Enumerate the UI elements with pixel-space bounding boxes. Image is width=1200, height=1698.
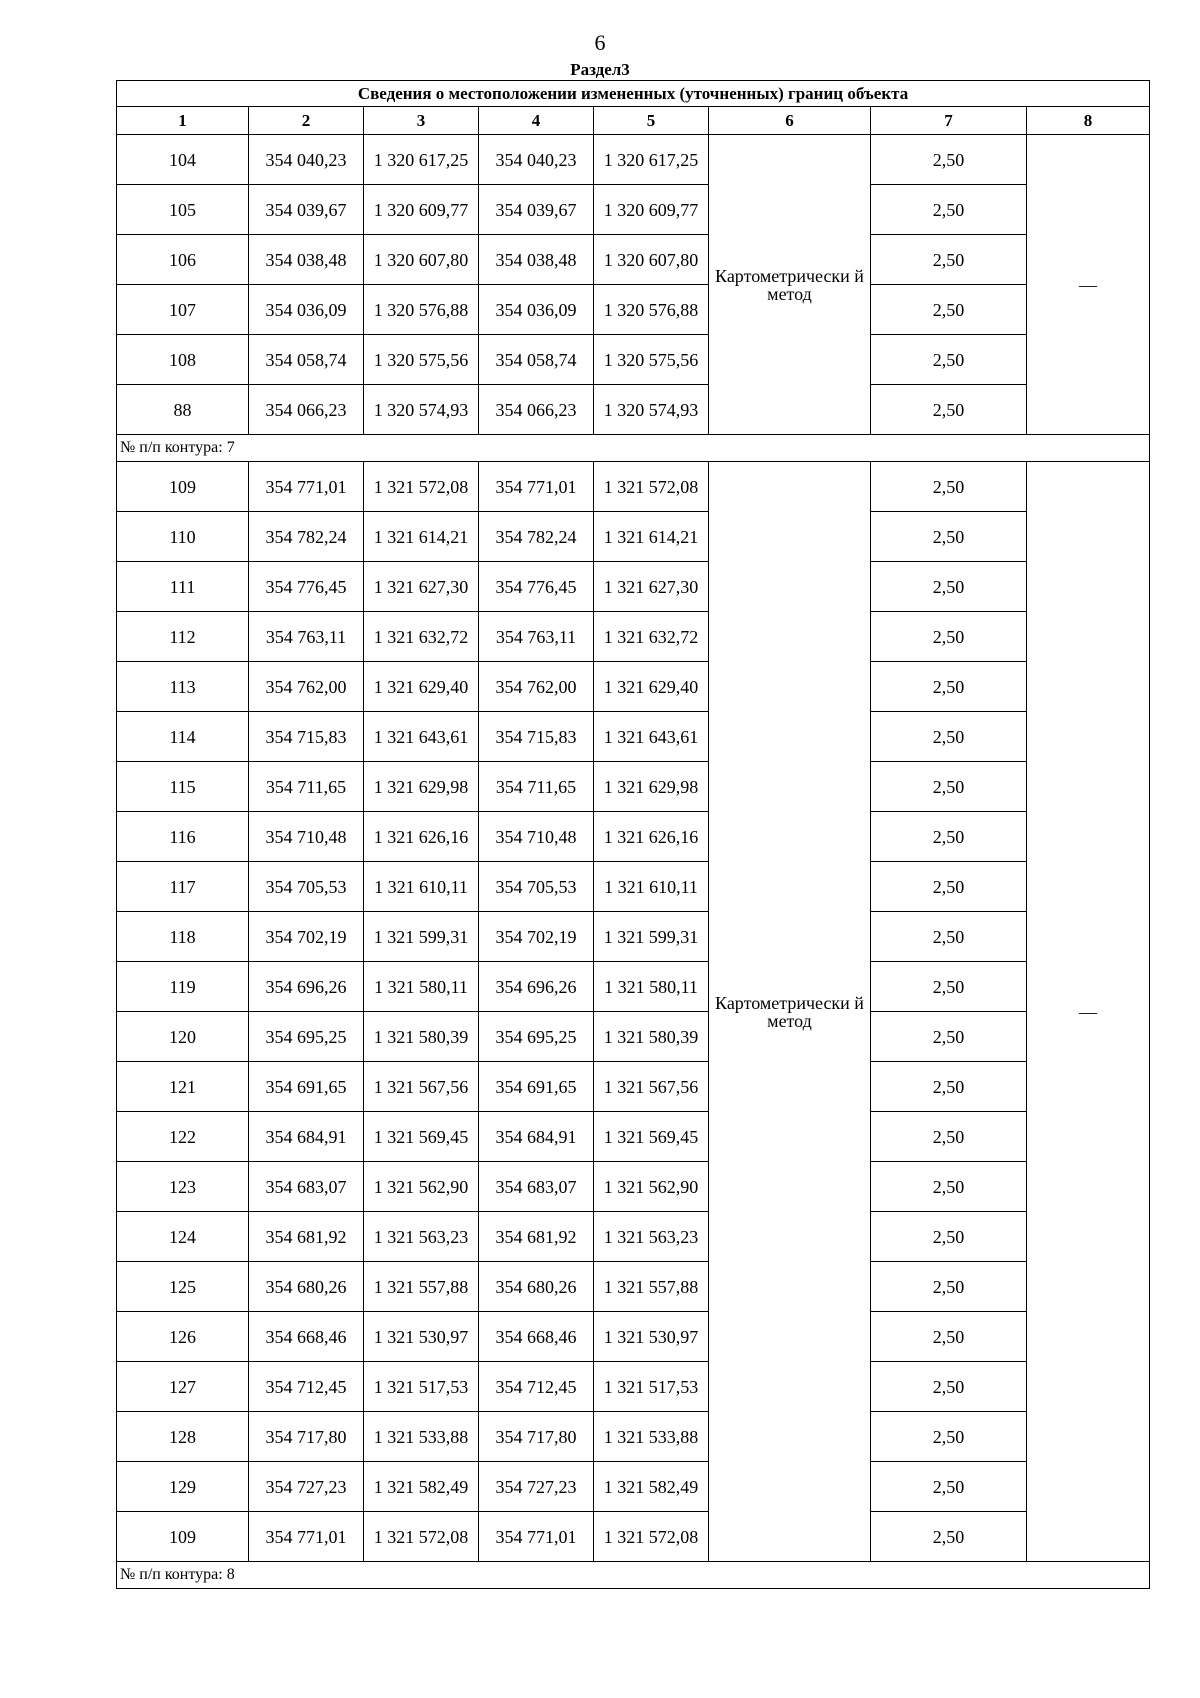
cell-col-2: 354 695,25 [249,1012,364,1062]
table-row [117,812,1150,862]
cell-col-1: 109 [117,462,249,512]
cell-col-1: 119 [117,962,249,1012]
cell-col-2: 354 712,45 [249,1362,364,1412]
cell-col-5: 1 321 614,21 [594,512,709,562]
table-row [117,185,1150,235]
cell-col-5: 1 321 610,11 [594,862,709,912]
cell-col-2: 354 776,45 [249,562,364,612]
cell-col-7: 2,50 [871,1162,1027,1212]
cell-col-7: 2,50 [871,1012,1027,1062]
cell-col-7: 2,50 [871,335,1027,385]
cell-col-4: 354 681,92 [479,1212,594,1262]
cell-col-1: 107 [117,285,249,335]
cell-col-5: 1 321 629,40 [594,662,709,712]
cell-col-1: 108 [117,335,249,385]
cell-col-2: 354 681,92 [249,1212,364,1262]
cell-col-7: 2,50 [871,1062,1027,1112]
cell-col-3: 1 321 517,53 [364,1362,479,1412]
cell-col-2: 354 036,09 [249,285,364,335]
cell-col-1: 116 [117,812,249,862]
cell-col-5: 1 321 629,98 [594,762,709,812]
table-row [117,1512,1150,1562]
cell-col-1: 129 [117,1462,249,1512]
table-row [117,335,1150,385]
cell-col-3: 1 321 557,88 [364,1262,479,1312]
cell-col-3: 1 321 567,56 [364,1062,479,1112]
cell-col-5: 1 321 569,45 [594,1112,709,1162]
cell-col-4: 354 058,74 [479,335,594,385]
cell-col-2: 354 702,19 [249,912,364,962]
cell-col-7: 2,50 [871,512,1027,562]
cell-col-5: 1 321 599,31 [594,912,709,962]
cell-col-1: 126 [117,1312,249,1362]
cell-col-3: 1 321 562,90 [364,1162,479,1212]
cell-col-2: 354 717,80 [249,1412,364,1462]
table-caption: Сведения о местоположении измененных (уточненных) границ объекта [117,81,1150,107]
method-cell: Картометрически й метод [709,135,871,435]
cell-col-7: 2,50 [871,1512,1027,1562]
cell-col-1: 114 [117,712,249,762]
cell-col-1: 106 [117,235,249,285]
cell-col-3: 1 321 533,88 [364,1412,479,1462]
cell-col-7: 2,50 [871,712,1027,762]
cell-col-4: 354 782,24 [479,512,594,562]
cell-col-4: 354 763,11 [479,612,594,662]
cell-col-1: 120 [117,1012,249,1062]
cell-col-4: 354 691,65 [479,1062,594,1112]
table-row [117,662,1150,712]
cell-col-1: 124 [117,1212,249,1262]
cell-col-5: 1 321 632,72 [594,612,709,662]
cell-col-4: 354 771,01 [479,1512,594,1562]
table-row [117,1312,1150,1362]
cell-col-2: 354 691,65 [249,1062,364,1112]
cell-col-4: 354 695,25 [479,1012,594,1062]
cell-col-3: 1 321 530,97 [364,1312,479,1362]
cell-col-5: 1 320 576,88 [594,285,709,335]
table-row [117,512,1150,562]
cell-col-4: 354 684,91 [479,1112,594,1162]
table-row [117,862,1150,912]
cell-col-7: 2,50 [871,662,1027,712]
cell-col-2: 354 771,01 [249,462,364,512]
cell-col-3: 1 321 580,11 [364,962,479,1012]
cell-col-3: 1 321 599,31 [364,912,479,962]
cell-col-5: 1 320 617,25 [594,135,709,185]
cell-col-1: 88 [117,385,249,435]
cell-col-4: 354 710,48 [479,812,594,862]
cell-col-1: 113 [117,662,249,712]
cell-col-7: 2,50 [871,135,1027,185]
cell-col-4: 354 762,00 [479,662,594,712]
cell-col-5: 1 321 563,23 [594,1212,709,1262]
header-cell: 1 [117,107,249,135]
cell-col-7: 2,50 [871,1312,1027,1362]
cell-col-5: 1 321 517,53 [594,1362,709,1412]
cell-col-4: 354 705,53 [479,862,594,912]
cell-col-2: 354 680,26 [249,1262,364,1312]
cell-col-5: 1 321 533,88 [594,1412,709,1462]
cell-col-5: 1 320 574,93 [594,385,709,435]
cell-col-5: 1 321 530,97 [594,1312,709,1362]
cell-col-4: 354 776,45 [479,562,594,612]
cell-col-5: 1 321 572,08 [594,1512,709,1562]
cell-col-1: 117 [117,862,249,912]
cell-col-7: 2,50 [871,862,1027,912]
cell-col-4: 354 036,09 [479,285,594,335]
cell-col-7: 2,50 [871,1462,1027,1512]
cell-col-4: 354 066,23 [479,385,594,435]
cell-col-2: 354 715,83 [249,712,364,762]
cell-col-3: 1 321 614,21 [364,512,479,562]
table-row [117,1362,1150,1412]
table-row [117,1412,1150,1462]
cell-col-1: 122 [117,1112,249,1162]
cell-col-5: 1 321 562,90 [594,1162,709,1212]
coordinates-table [116,80,1150,1589]
cell-col-5: 1 321 643,61 [594,712,709,762]
table-row [117,1262,1150,1312]
cell-col-3: 1 321 627,30 [364,562,479,612]
cell-col-2: 354 683,07 [249,1162,364,1212]
table-row [117,762,1150,812]
cell-col-1: 105 [117,185,249,235]
cell-col-5: 1 321 626,16 [594,812,709,862]
cell-col-1: 123 [117,1162,249,1212]
cell-col-5: 1 321 580,39 [594,1012,709,1062]
cell-col-2: 354 771,01 [249,1512,364,1562]
cell-col-3: 1 321 563,23 [364,1212,479,1262]
cell-col-7: 2,50 [871,235,1027,285]
cell-col-2: 354 684,91 [249,1112,364,1162]
header-cell: 5 [594,107,709,135]
cell-col-2: 354 705,53 [249,862,364,912]
table-row [117,612,1150,662]
table-row [117,135,1150,185]
table-row [117,1112,1150,1162]
cell-col-7: 2,50 [871,285,1027,335]
cell-col-1: 112 [117,612,249,662]
cell-col-7: 2,50 [871,1412,1027,1462]
cell-col-3: 1 321 629,40 [364,662,479,712]
cell-col-4: 354 702,19 [479,912,594,962]
cell-col-2: 354 668,46 [249,1312,364,1362]
cell-col-7: 2,50 [871,1262,1027,1312]
cell-col-7: 2,50 [871,912,1027,962]
cell-col-2: 354 727,23 [249,1462,364,1512]
table-row [117,562,1150,612]
cell-col-3: 1 321 580,39 [364,1012,479,1062]
cell-col-5: 1 321 572,08 [594,462,709,512]
cell-col-1: 110 [117,512,249,562]
cell-col-4: 354 715,83 [479,712,594,762]
cell-col-2: 354 710,48 [249,812,364,862]
cell-col-5: 1 320 609,77 [594,185,709,235]
table-row [117,385,1150,435]
header-cell: 3 [364,107,479,135]
header-cell: 4 [479,107,594,135]
cell-col-2: 354 066,23 [249,385,364,435]
section-title: Раздел3 [570,60,630,79]
cell-col-1: 109 [117,1512,249,1562]
cell-col-7: 2,50 [871,1112,1027,1162]
cell-col-5: 1 321 580,11 [594,962,709,1012]
cell-col-1: 128 [117,1412,249,1462]
page-number: 6 [594,30,606,55]
cell-col-3: 1 321 632,72 [364,612,479,662]
table-row [117,235,1150,285]
cell-col-2: 354 696,26 [249,962,364,1012]
table-row [117,1062,1150,1112]
cell-col-3: 1 321 610,11 [364,862,479,912]
cell-col-2: 354 763,11 [249,612,364,662]
cell-col-4: 354 668,46 [479,1312,594,1362]
cell-col-1: 118 [117,912,249,962]
cell-col-1: 127 [117,1362,249,1412]
cell-col-7: 2,50 [871,1212,1027,1262]
table-row [117,1462,1150,1512]
cell-col-1: 115 [117,762,249,812]
cell-col-4: 354 717,80 [479,1412,594,1462]
cell-col-1: 121 [117,1062,249,1112]
cell-col-3: 1 320 607,80 [364,235,479,285]
cell-col-5: 1 320 575,56 [594,335,709,385]
cell-col-7: 2,50 [871,612,1027,662]
cell-col-7: 2,50 [871,385,1027,435]
cell-col-3: 1 321 572,08 [364,1512,479,1562]
cell-col-4: 354 039,67 [479,185,594,235]
table-row [117,462,1150,512]
cell-col-5: 1 321 627,30 [594,562,709,612]
cell-col-7: 2,50 [871,762,1027,812]
cell-col-2: 354 058,74 [249,335,364,385]
cell-col-1: 125 [117,1262,249,1312]
header-cell: 8 [1027,107,1150,135]
cell-col-5: 1 321 582,49 [594,1462,709,1512]
cell-col-4: 354 038,48 [479,235,594,285]
cell-col-4: 354 727,23 [479,1462,594,1512]
cell-col-7: 2,50 [871,1362,1027,1412]
table-row [117,1162,1150,1212]
table-row [117,285,1150,335]
cell-col-3: 1 320 575,56 [364,335,479,385]
cell-col-3: 1 320 576,88 [364,285,479,335]
header-cell: 6 [709,107,871,135]
col-8-dash: — [1027,135,1150,435]
cell-col-4: 354 680,26 [479,1262,594,1312]
cell-col-3: 1 321 572,08 [364,462,479,512]
header-cell: 7 [871,107,1027,135]
cell-col-7: 2,50 [871,812,1027,862]
contour-label: № п/п контура: 8 [117,1562,1150,1589]
cell-col-1: 104 [117,135,249,185]
table-row [117,1012,1150,1062]
cell-col-3: 1 320 609,77 [364,185,479,235]
cell-col-2: 354 040,23 [249,135,364,185]
cell-col-2: 354 762,00 [249,662,364,712]
contour-label: № п/п контура: 7 [117,435,1150,462]
method-cell: Картометрически й метод [709,462,871,1562]
cell-col-7: 2,50 [871,462,1027,512]
col-8-dash: — [1027,462,1150,1562]
table-row [117,962,1150,1012]
cell-col-3: 1 321 629,98 [364,762,479,812]
cell-col-3: 1 321 643,61 [364,712,479,762]
cell-col-4: 354 040,23 [479,135,594,185]
cell-col-3: 1 321 569,45 [364,1112,479,1162]
cell-col-4: 354 771,01 [479,462,594,512]
cell-col-7: 2,50 [871,185,1027,235]
cell-col-5: 1 320 607,80 [594,235,709,285]
table-row [117,712,1150,762]
cell-col-3: 1 320 617,25 [364,135,479,185]
table-row [117,1212,1150,1262]
cell-col-4: 354 712,45 [479,1362,594,1412]
cell-col-5: 1 321 567,56 [594,1062,709,1112]
cell-col-3: 1 320 574,93 [364,385,479,435]
cell-col-3: 1 321 626,16 [364,812,479,862]
cell-col-4: 354 696,26 [479,962,594,1012]
cell-col-4: 354 683,07 [479,1162,594,1212]
cell-col-3: 1 321 582,49 [364,1462,479,1512]
cell-col-5: 1 321 557,88 [594,1262,709,1312]
cell-col-4: 354 711,65 [479,762,594,812]
cell-col-7: 2,50 [871,562,1027,612]
table-row [117,912,1150,962]
header-cell: 2 [249,107,364,135]
cell-col-1: 111 [117,562,249,612]
cell-col-2: 354 711,65 [249,762,364,812]
cell-col-7: 2,50 [871,962,1027,1012]
cell-col-2: 354 039,67 [249,185,364,235]
cell-col-2: 354 038,48 [249,235,364,285]
cell-col-2: 354 782,24 [249,512,364,562]
